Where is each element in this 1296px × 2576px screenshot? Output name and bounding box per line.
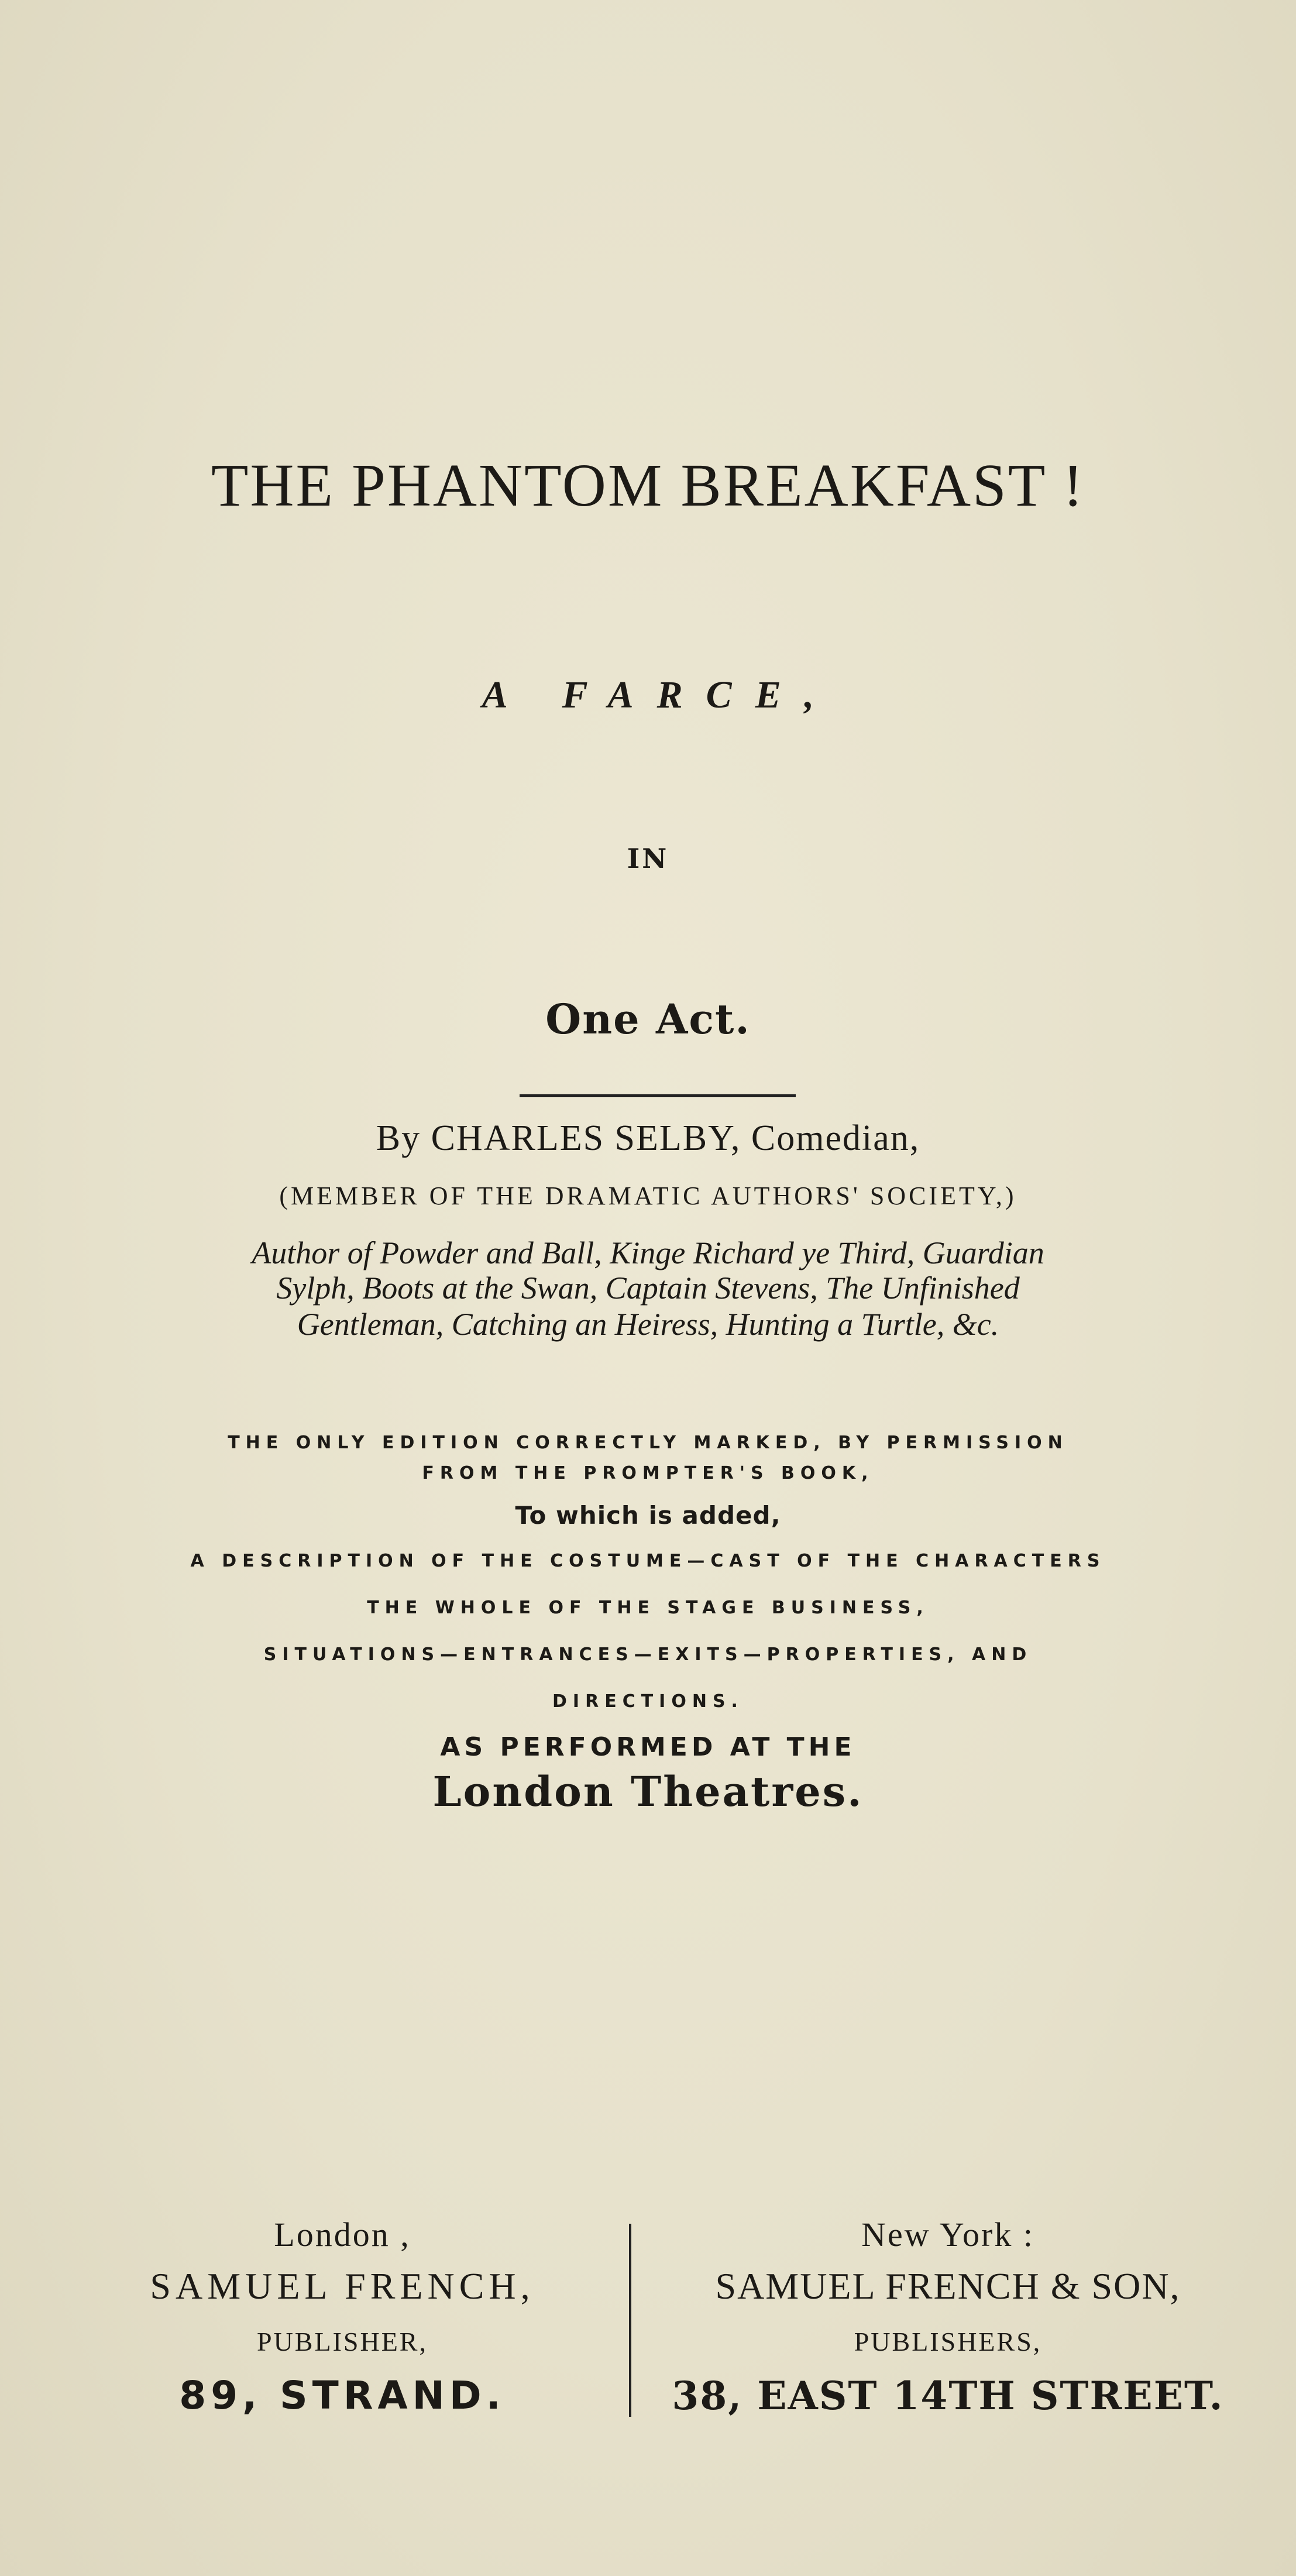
play-title: THE PHANTOM BREAKFAST ! xyxy=(211,452,1085,519)
byline xyxy=(0,1118,1296,1159)
author-works-line: Sylph, Boots at the Swan, Captain Stevens, The Unfinished xyxy=(276,1270,1020,1306)
imprint-left-publisher: SAMUEL FRENCH, xyxy=(150,2265,535,2307)
description-line: SITUATIONS—ENTRANCES—EXITS—PROPERTIES, AND xyxy=(263,1644,1033,1665)
membership-note: (MEMBER OF THE DRAMATIC AUTHORS' SOCIETY,) xyxy=(279,1181,1017,1210)
play-genre: A FARCE, xyxy=(482,674,838,716)
edition-notice-line: THE ONLY EDITION CORRECTLY MARKED, BY PERMISSION xyxy=(228,1433,1068,1453)
imprint-left-role: PUBLISHER, xyxy=(257,2327,428,2357)
act-count: One Act. xyxy=(545,995,751,1043)
imprint-right-address: 38, EAST 14TH STREET. xyxy=(672,2373,1224,2419)
imprint-right-publisher: SAMUEL FRENCH & SON, xyxy=(715,2265,1181,2307)
author-works-line: Author of Powder and Ball, Kinge Richard ye Third, Guardian xyxy=(252,1235,1044,1270)
description-line: THE WHOLE OF THE STAGE BUSINESS, xyxy=(367,1598,929,1618)
author-works-line: Gentleman, Catching an Heiress, Hunting a Turtle, &c. xyxy=(297,1307,999,1342)
byline-author: CHARLES SELBY, xyxy=(431,1118,741,1158)
performed-note: AS PERFORMED AT THE xyxy=(440,1732,856,1762)
edition-notice-line: FROM THE PROMPTER'S BOOK, xyxy=(422,1463,874,1483)
added-note: To which is added, xyxy=(515,1501,781,1530)
theatres-name: London Theatres. xyxy=(432,1767,864,1816)
imprint-left-address: 89, STRAND. xyxy=(179,2373,506,2418)
title-divider xyxy=(520,1094,796,1097)
description-line: A DESCRIPTION OF THE COSTUME—CAST OF THE CHARACTERS xyxy=(190,1551,1106,1571)
imprint-left-city: London , xyxy=(274,2216,411,2254)
imprint-right-city: New York : xyxy=(861,2216,1034,2254)
in-word: IN xyxy=(627,843,669,874)
imprint-right-role: PUBLISHERS, xyxy=(854,2327,1042,2357)
byline-by: By xyxy=(376,1118,421,1158)
byline-role: Comedian, xyxy=(751,1118,920,1158)
description-line: DIRECTIONS. xyxy=(552,1691,744,1712)
